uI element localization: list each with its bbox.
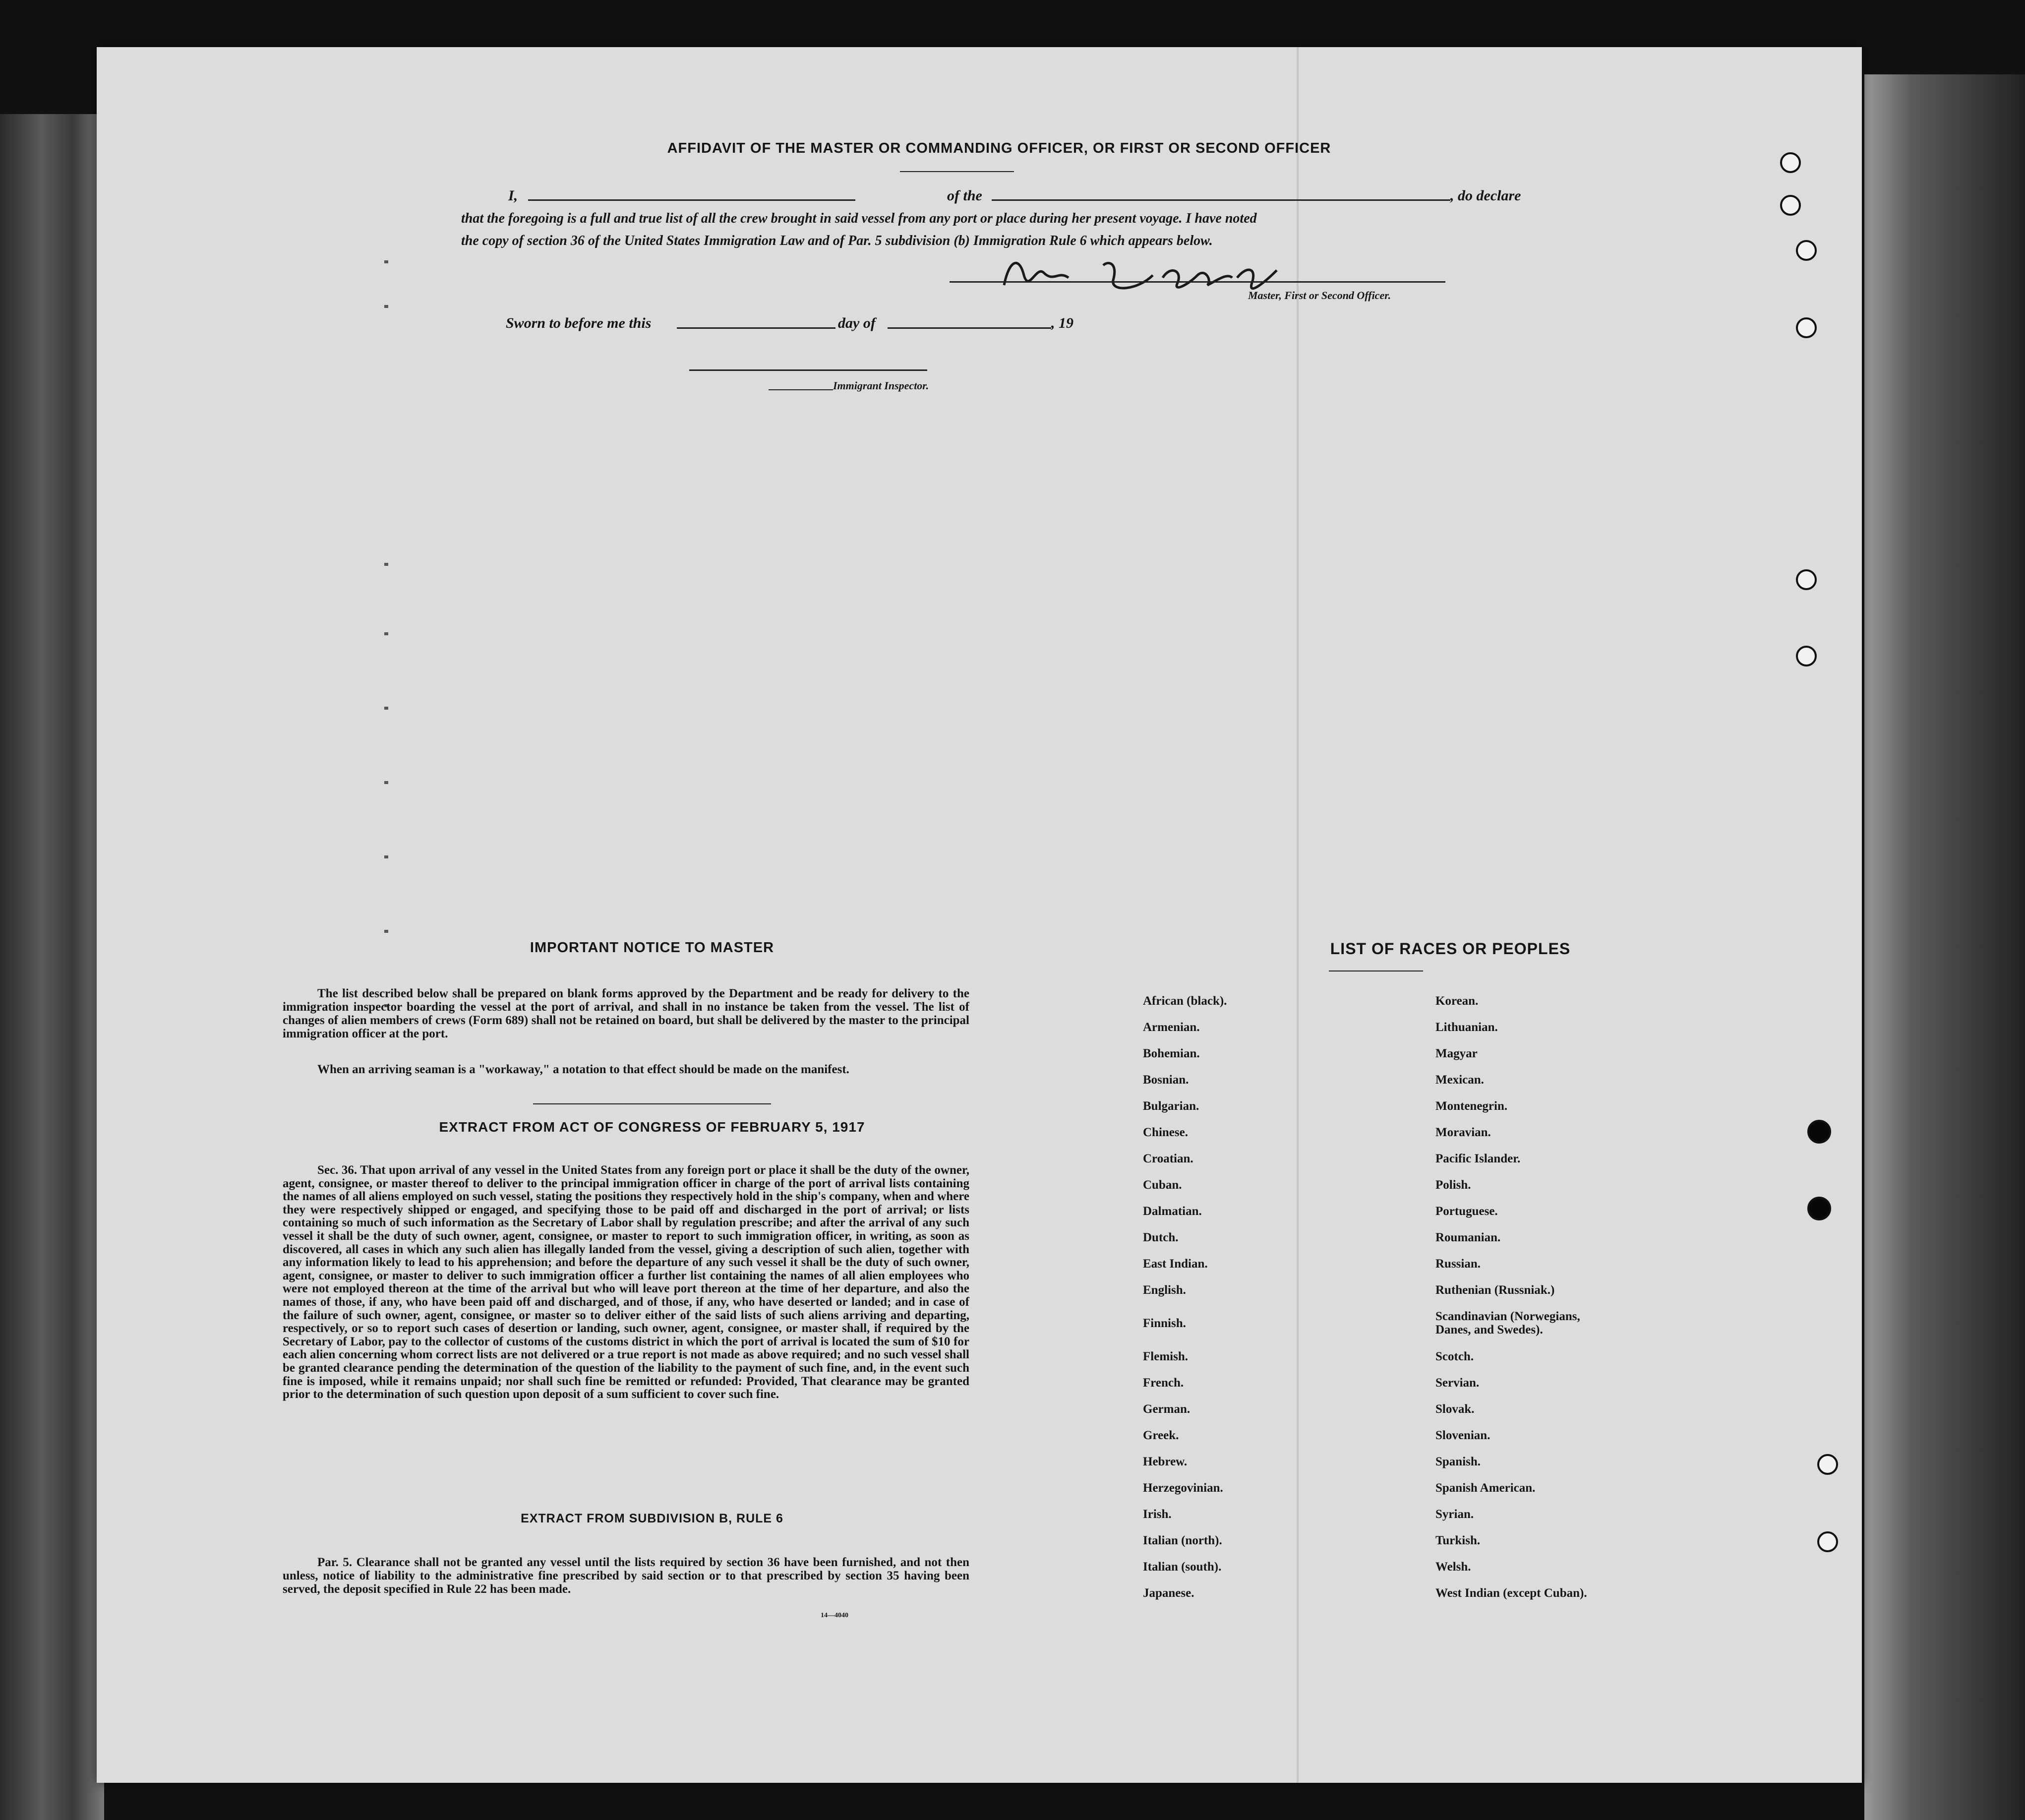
race-left: German.: [1143, 1402, 1191, 1416]
inspector-line: [689, 369, 927, 371]
race-right: Slovak.: [1435, 1402, 1475, 1416]
race-right: Polish.: [1435, 1178, 1471, 1192]
binder-hole-icon: [1817, 1454, 1838, 1475]
scan-background-left: [0, 114, 104, 1820]
race-right: Scotch.: [1435, 1350, 1474, 1363]
notice-title: IMPORTANT NOTICE TO MASTER: [530, 940, 774, 956]
margin-tick: [384, 781, 388, 784]
race-right: Portuguese.: [1435, 1205, 1498, 1218]
binder-hole-icon: [1807, 1197, 1831, 1220]
binder-hole-icon: [1807, 1120, 1831, 1144]
margin-tick: [384, 707, 388, 710]
race-right: Servian.: [1435, 1376, 1480, 1390]
race-right: West Indian (except Cuban).: [1435, 1586, 1587, 1600]
race-left: Chinese.: [1143, 1126, 1188, 1139]
race-right: Spanish American.: [1435, 1481, 1536, 1495]
race-left: Armenian.: [1143, 1021, 1200, 1034]
race-right: Korean.: [1435, 994, 1479, 1008]
congress-text: Sec. 36. That upon arrival of any vessel in the United States from any foreign port or place it shall be the duty of the owner, agent, consignee, or master thereof to deliver to the principal immigration officer in charge of the port of arrival lists containing the names of all aliens employed on such vessel, stating the positions they respectively hold in the ship's company, when and where they were respectively shipped or engaged, and specifying those to be paid off and discharged in the port of arrival; or lists containing so much of such information as the Secretary of Labor shall by regulation prescribe; and after the arrival of any such vessel it shall be the duty of such owner, agent, consignee, or master to report to such immigration officer, in writing, as soon as discovered, all cases in which any such alien has illegally landed from the vessel, giving a description of such alien, together with any information likely to lead to his apprehension; and before the departure of any such vessel it shall be the duty of such owner, agent, consignee, or master to deliver to such immigration officer a further list containing the names of all alien employees who were not employed thereon at the time of the arrival but who will leave port thereon at the time of her departure, and also the names of those, if any, who have been paid off and discharged, and of those, if any, who have deserted or landed; and in case of the failure of such owner, agent, consignee, or master so to deliver either of the said lists of such aliens arriving and departing, respectively, or so to report such cases of desertion or landing, such owner, agent, consignee, or master shall, if required by the Secretary of Labor, pay to the collector of customs of the customs district in which the port of arrival is located the sum of $10 for each alien concerning whom correct lists are not delivered or a true report is not made as above required; and no such vessel shall be granted clearance pending the determination of the question of the liability to the payment of such fine, and, in the event such fine is imposed, while it remains unpaid; nor shall such fine be remitted or refunded: Provided, That clearance may be granted prior to the determination of such question upon deposit of a sum sufficient to cover such fine.: [283, 1163, 969, 1401]
scan-background-right: [1864, 74, 2025, 1820]
race-right: Moravian.: [1435, 1126, 1491, 1139]
race-right: Spanish.: [1435, 1455, 1481, 1468]
race-left: Finnish.: [1143, 1317, 1186, 1330]
notice-divider: [533, 1103, 771, 1104]
race-left: Bulgarian.: [1143, 1099, 1199, 1113]
race-right: Montenegrin.: [1435, 1099, 1508, 1113]
race-left: East Indian.: [1143, 1257, 1208, 1271]
race-left: Irish.: [1143, 1508, 1172, 1521]
margin-tick: [384, 305, 388, 308]
race-right: Scandinavian (Norwegians, Danes, and Swedes).: [1435, 1310, 1580, 1336]
race-left: African (black).: [1143, 994, 1227, 1008]
race-right: Magyar: [1435, 1047, 1478, 1060]
affidavit-of-the: of the: [947, 187, 982, 204]
binder-hole-icon: [1780, 195, 1801, 216]
page-fold: [1297, 47, 1299, 1783]
binder-hole-icon: [1796, 646, 1817, 667]
race-left: Italian (north).: [1143, 1534, 1222, 1547]
affidavit-i: I,: [508, 187, 518, 204]
master-label: Master, First or Second Officer.: [1248, 289, 1391, 302]
race-left: Bohemian.: [1143, 1047, 1200, 1060]
race-right: Pacific Islander.: [1435, 1152, 1521, 1165]
race-left: Flemish.: [1143, 1350, 1188, 1363]
document-page: [97, 47, 1862, 1783]
inspector-sub-line: [769, 389, 833, 390]
affidavit-title: AFFIDAVIT OF THE MASTER OR COMMANDING OFFICER, OR FIRST OR SECOND OFFICER: [667, 140, 1331, 156]
race-left: Bosnian.: [1143, 1073, 1189, 1087]
race-right: Mexican.: [1435, 1073, 1484, 1087]
race-right: Syrian.: [1435, 1508, 1474, 1521]
margin-tick: [384, 563, 388, 566]
race-right: Ruthenian (Russniak.): [1435, 1283, 1555, 1297]
affidavit-line-3: the copy of section 36 of the United States Immigration Law and of Par. 5 subdivision (b) Immigration Rule 6 which appears below.: [461, 233, 1213, 248]
margin-tick: [384, 260, 388, 263]
vessel-line: [992, 199, 1450, 201]
notice-para-1: The list described below shall be prepared on blank forms approved by the Department and be ready for delivery to the immigration inspector boarding the vessel at the port of arrival, and shall in no instance be taken from the vessel. The list of changes of alien members of crews (Form 689) shall not be retained on board, but shall be delivered by the master to the principal immigration officer at the port.: [283, 987, 969, 1040]
race-right: Slovenian.: [1435, 1429, 1490, 1442]
race-right: Russian.: [1435, 1257, 1481, 1271]
race-left: Cuban.: [1143, 1178, 1182, 1192]
binder-hole-icon: [1796, 240, 1817, 261]
race-right: Turkish.: [1435, 1534, 1481, 1547]
sworn-text: Sworn to before me this: [506, 315, 652, 331]
race-left: Croatian.: [1143, 1152, 1193, 1165]
title-underline: [900, 171, 1014, 172]
binder-hole-icon: [1780, 152, 1801, 173]
notice-para-2: When an arriving seaman is a "workaway," a notation to that effect should be made on the manifest.: [317, 1063, 849, 1076]
race-left: Hebrew.: [1143, 1455, 1188, 1468]
month-line: [888, 327, 1051, 329]
inspector-label: Immigrant Inspector.: [833, 379, 929, 392]
name-line: [528, 199, 855, 201]
race-left: French.: [1143, 1376, 1184, 1390]
race-left: Herzegovinian.: [1143, 1481, 1223, 1495]
rule-text: Par. 5. Clearance shall not be granted any vessel until the lists required by section 36 have been furnished, and not then unless, notice of liability to the administrative fine prescribed by said section or to that prescribed by section 35 having been served, the deposit specified in Rule 22 has been made.: [283, 1556, 969, 1596]
race-right: Lithuanian.: [1435, 1021, 1498, 1034]
race-left: English.: [1143, 1283, 1186, 1297]
race-left: Japanese.: [1143, 1586, 1194, 1600]
affidavit-declare: , do declare: [1450, 187, 1521, 204]
margin-tick: [384, 632, 388, 635]
race-right: Roumanian.: [1435, 1231, 1501, 1244]
signature-line: [950, 281, 1445, 283]
year-text: , 19: [1051, 315, 1073, 331]
rule-title: EXTRACT FROM SUBDIVISION B, RULE 6: [521, 1512, 783, 1525]
race-left: Italian (south).: [1143, 1560, 1222, 1574]
form-number: 14—4040: [821, 1612, 848, 1619]
races-title: LIST OF RACES OR PEOPLES: [1330, 940, 1571, 958]
day-of-text: day of: [838, 315, 876, 331]
binder-hole-icon: [1796, 317, 1817, 338]
congress-title: EXTRACT FROM ACT OF CONGRESS OF FEBRUARY 5, 1917: [439, 1119, 865, 1135]
margin-tick: [384, 930, 388, 933]
race-left: Greek.: [1143, 1429, 1179, 1442]
race-right: Welsh.: [1435, 1560, 1471, 1574]
sworn-day-line: [677, 327, 835, 329]
race-left: Dalmatian.: [1143, 1205, 1202, 1218]
binder-hole-icon: [1796, 569, 1817, 590]
affidavit-line-2: that the foregoing is a full and true list of all the crew brought in said vessel from any port or place during her present voyage. I have noted: [461, 211, 1257, 226]
race-left: Dutch.: [1143, 1231, 1179, 1244]
binder-hole-icon: [1817, 1531, 1838, 1552]
margin-tick: [384, 855, 388, 858]
